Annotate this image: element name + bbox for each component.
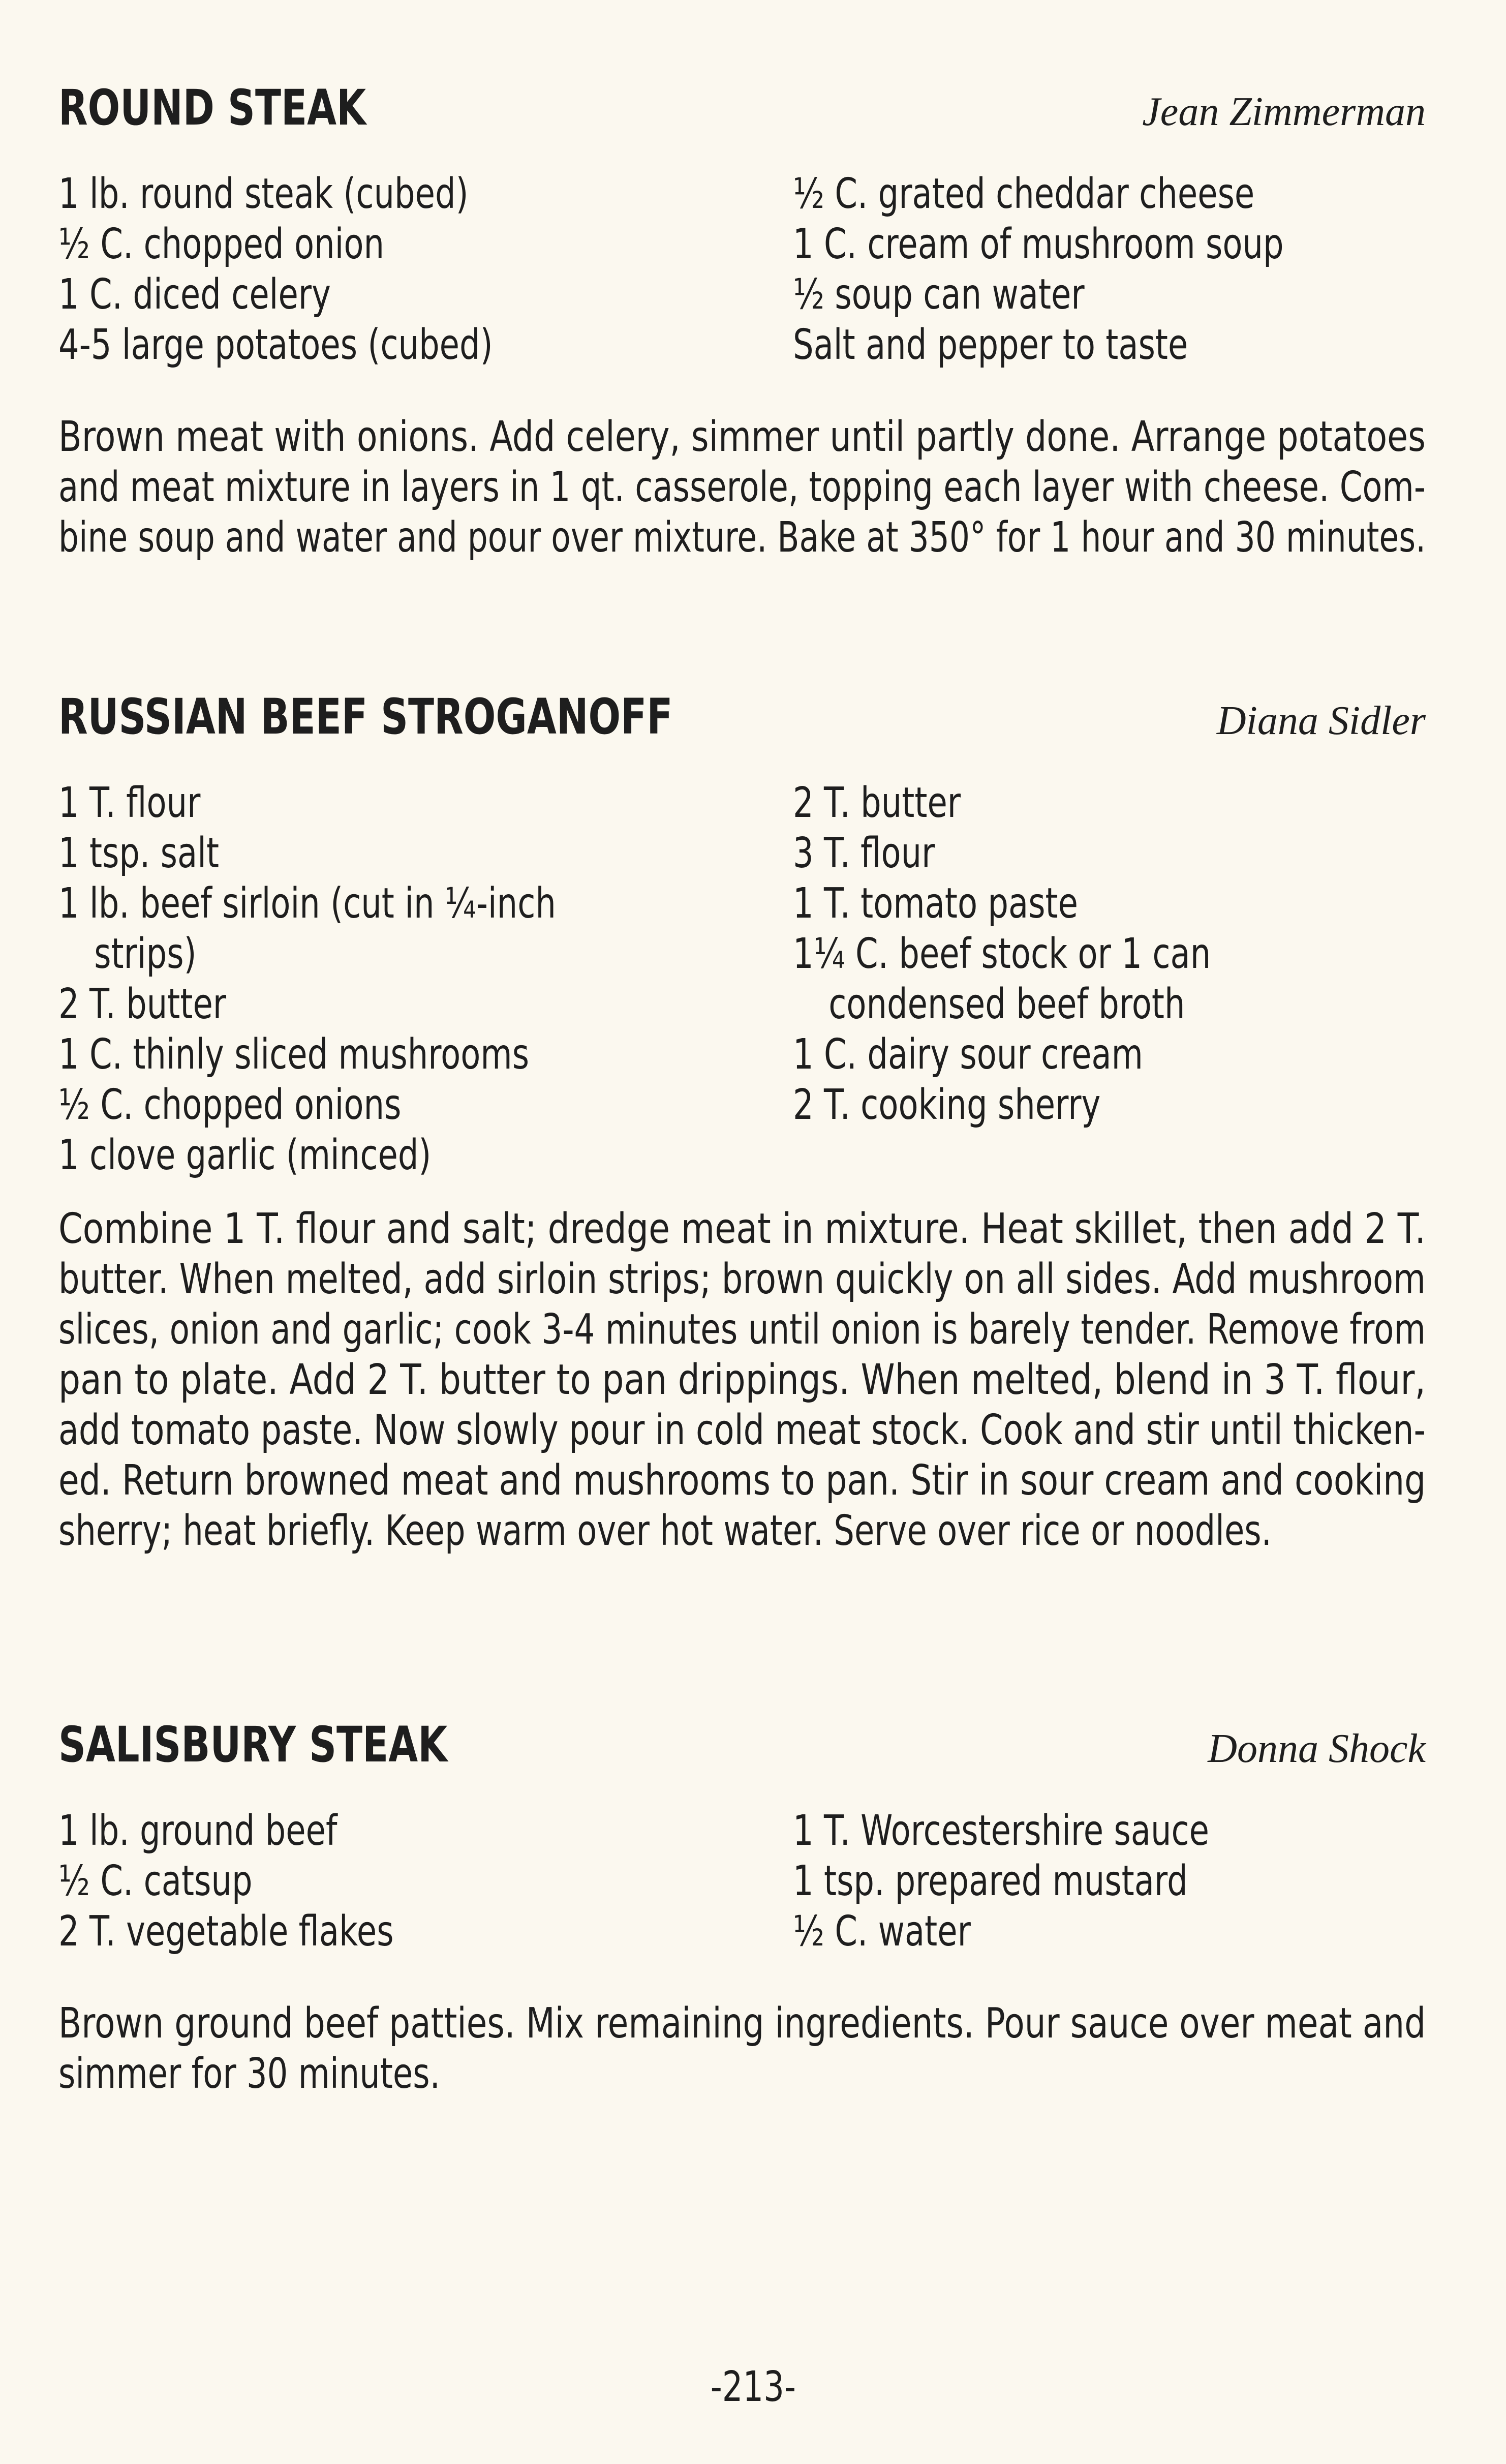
recipe-header	[58, 1698, 1426, 1773]
recipe-author: Diana Sidler	[1216, 698, 1426, 743]
ingredient-item: ½ C. catsup	[58, 1857, 253, 1905]
directions-line: bine soup and water and pour over mixture. Bake at 350° for 1 hour and 30 minutes.	[58, 513, 1426, 562]
ingredient-item: 1 T. tomato paste	[793, 879, 1078, 928]
ingredient-item: 2 T. cooking sherry	[793, 1081, 1101, 1129]
ingredient-item: ½ soup can water	[793, 270, 1085, 319]
directions-line: Combine 1 T. flour and salt; dredge meat in mixture. Heat skillet, then add 2 T.	[58, 1205, 1426, 1253]
ingredient-column-left	[58, 169, 793, 370]
recipe-author: Jean Zimmerman	[1142, 89, 1426, 134]
ingredient-item: Salt and pepper to taste	[793, 321, 1188, 369]
ingredient-item: 2 T. butter	[793, 779, 961, 827]
ingredient-column-left	[58, 1806, 793, 1957]
ingredient-column-right	[793, 778, 1426, 1180]
ingredient-list	[58, 1806, 1426, 1957]
ingredient-item: 1 T. Worcestershire sauce	[793, 1807, 1210, 1855]
ingredient-item: 4-5 large potatoes (cubed)	[58, 321, 493, 369]
directions-line: sherry; heat briefly. Keep warm over hot water. Serve over rice or noodles.	[58, 1507, 1272, 1555]
page-number-text: -213-	[710, 2363, 796, 2411]
recipe-author: Donna Shock	[1208, 1726, 1426, 1771]
directions-line: Brown ground beef patties. Mix remaining ingredients. Pour sauce over meat and	[58, 1999, 1426, 2048]
recipe-header	[58, 61, 1426, 136]
ingredient-item: 1 clove garlic (minced)	[58, 1131, 432, 1179]
ingredient-item: 1 C. dairy sour cream	[793, 1030, 1143, 1079]
ingredient-item: 3 T. flour	[793, 829, 935, 877]
directions-line: butter. When melted, add sirloin strips; brown quickly on all sides. Add mushroom	[58, 1255, 1426, 1303]
ingredient-item: 1 lb. beef sirloin (cut in ¼-inch	[58, 879, 556, 928]
ingredient-item: 2 T. butter	[58, 980, 227, 1028]
directions-line: ed. Return browned meat and mushrooms to pan. Stir in sour cream and cooking	[58, 1456, 1426, 1505]
ingredient-item: 1 lb. ground beef	[58, 1807, 337, 1855]
ingredient-item: ½ C. chopped onions	[58, 1081, 402, 1129]
ingredient-column-right	[793, 169, 1426, 370]
recipe-directions	[58, 412, 1426, 563]
ingredient-item: ½ C. chopped onion	[58, 220, 385, 268]
recipe-round-steak	[58, 61, 1426, 563]
directions-line: simmer for 30 minutes.	[58, 2050, 440, 2098]
ingredient-item: 2 T. vegetable flakes	[58, 1907, 394, 1956]
ingredient-item: 1¼ C. beef stock or 1 can	[793, 930, 1211, 978]
ingredient-item: 1 tsp. prepared mustard	[793, 1857, 1188, 1905]
directions-line: add tomato paste. Now slowly pour in cold meat stock. Cook and stir until thicken-	[58, 1406, 1426, 1454]
recipe-title: SALISBURY STEAK	[58, 1716, 448, 1773]
page-number	[0, 2363, 1506, 2411]
ingredient-list	[58, 778, 1426, 1180]
ingredient-item: 1 C. cream of mushroom soup	[793, 220, 1284, 268]
recipe-header	[58, 670, 1426, 745]
ingredient-item: 1 tsp. salt	[58, 829, 220, 877]
ingredient-item: ½ C. water	[793, 1907, 971, 1956]
ingredient-item: ½ C. grated cheddar cheese	[793, 170, 1255, 218]
directions-line: pan to plate. Add 2 T. butter to pan drippings. When melted, blend in 3 T. flour,	[58, 1356, 1426, 1404]
directions-line: slices, onion and garlic; cook 3-4 minutes until onion is barely tender. Remove from	[58, 1305, 1426, 1354]
ingredient-list	[58, 169, 1426, 370]
ingredient-item: 1 C. thinly sliced mushrooms	[58, 1030, 530, 1079]
recipe-directions	[58, 1204, 1426, 1556]
recipe-salisbury-steak	[58, 1698, 1426, 2099]
ingredient-item: 1 T. flour	[58, 779, 201, 827]
directions-line: Brown meat with onions. Add celery, simmer until partly done. Arrange potatoes	[58, 413, 1426, 461]
ingredient-item: 1 C. diced celery	[58, 270, 331, 319]
recipe-russian-beef-stroganoff	[58, 670, 1426, 1556]
ingredient-column-right	[793, 1806, 1426, 1957]
recipe-title: ROUND STEAK	[58, 79, 366, 136]
directions-line: and meat mixture in layers in 1 qt. casserole, topping each layer with cheese. Com-	[58, 463, 1426, 511]
recipe-directions	[58, 1998, 1426, 2099]
ingredient-continuation: condensed beef broth	[828, 980, 1185, 1028]
ingredient-item: 1 lb. round steak (cubed)	[58, 170, 469, 218]
ingredient-continuation: strips)	[94, 930, 197, 978]
recipe-title: RUSSIAN BEEF STROGANOFF	[58, 688, 673, 745]
ingredient-column-left	[58, 778, 793, 1180]
